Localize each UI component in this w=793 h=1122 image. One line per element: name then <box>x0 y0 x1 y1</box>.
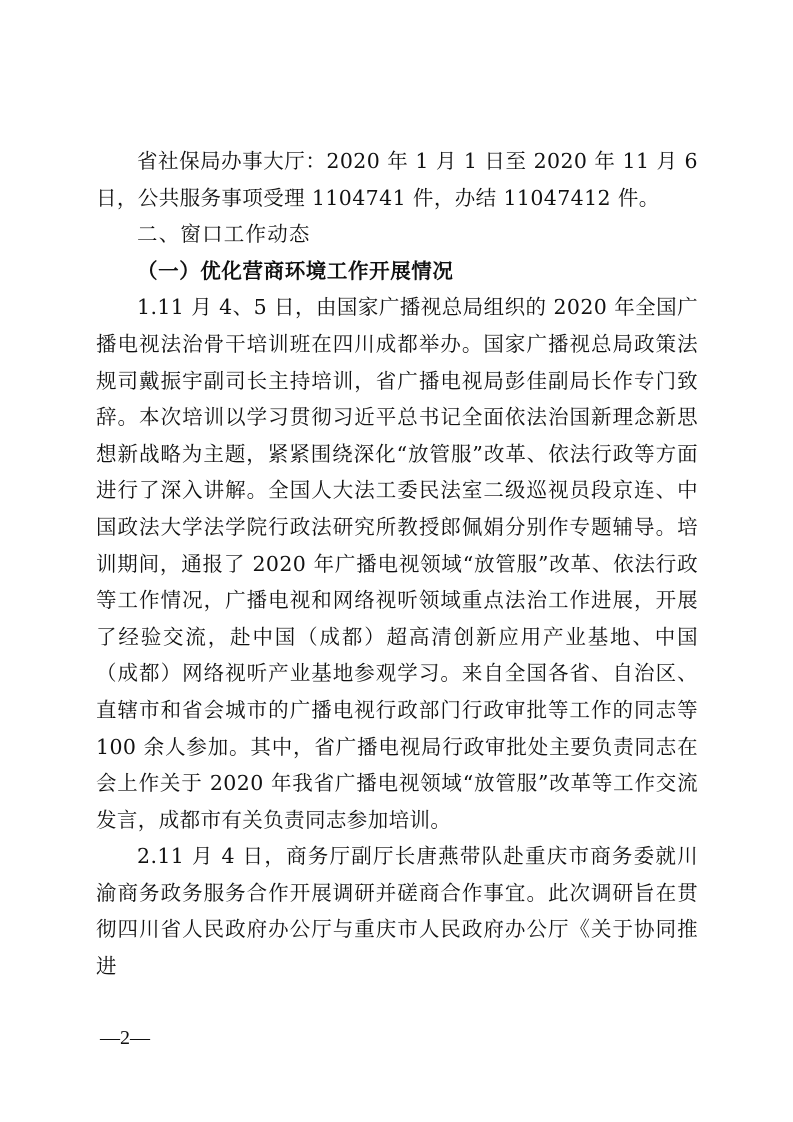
subsection-heading: （一）优化营商环境工作开展情况 <box>137 258 454 283</box>
paragraph-item-2: 2.11 月 4 日，商务厅副厅长唐燕带队赴重庆市商务委就川渝商务政务服务合作开展调研并磋商合作事宜。此次调研旨在贯彻四川省人民政府办公厅与重庆市人民政府办公厅《关于协同推进 <box>96 844 698 979</box>
paragraph-item-1: 1.11 月 4、5 日，由国家广播视总局组织的 2020 年全国广播电视法治骨干培训班在四川成都举办。国家广播视总局政策法规司戴振宇副司长主持培训，省广播电视局彭佳副局长作专门致辞。本次培训以学习贯彻习近平总书记全面依法治国新理念新思想新战略为主题，紧紧围绕深化“放管服”改革、依法行政等方面进行了深入讲解。全国人大法工委民法室二级巡视员段京连、中国政法大学法学院行政法研究所教授郎佩娟分别作专题辅导。培训期间，通报了 2020 年广播电视领域“放管服”改革、依法行政等工作情况，广播电视和网络视听领域重点法治工作进展，开展了经验交流，赴中国（成都）超高清创新应用产业基地、中国（成都）网络视听产业基地参观学习。来自全国各省、自治区、直辖市和省会城市的广播电视行政部门行政审批等工作的同志等 100 余人参加。其中，省广播电视局行政审批处主要负责同志在会上作关于 2020 年我省广播电视领域“放管服”改革等工作交流发言，成都市有关负责同志参加培训。 <box>96 295 698 832</box>
section-heading: 二、窗口工作动态 <box>137 222 311 247</box>
page-number: —2— <box>100 1027 150 1049</box>
paragraph-social-security-hall: 省社保局办事大厅：2020 年 1 月 1 日至 2020 年 11 月 6 日，公共服务事项受理 1104741 件，办结 11047412 件。 <box>96 149 698 210</box>
document-page <box>96 143 698 985</box>
